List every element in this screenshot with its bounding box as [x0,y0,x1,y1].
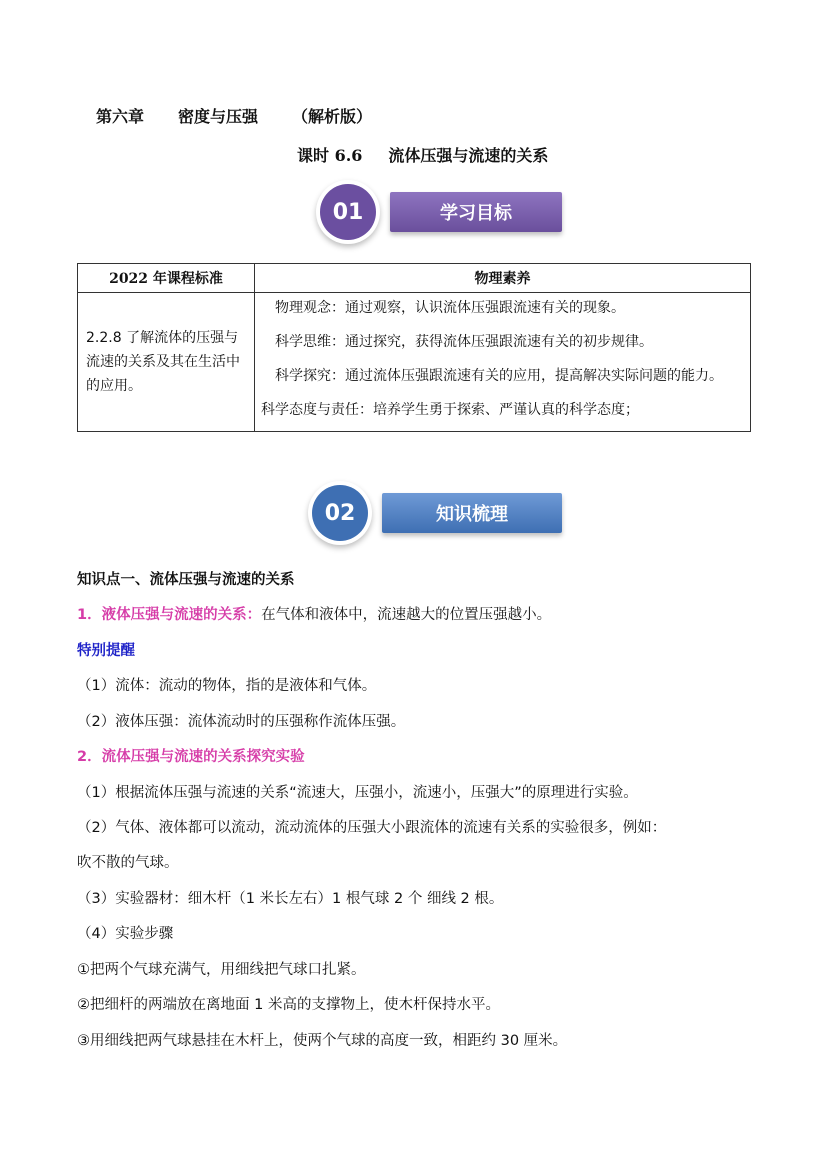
note-title: 特别提醒 [77,643,135,659]
lesson-heading [297,143,548,166]
literacy-item: 物理观念：通过观察，认识流体压强跟流速有关的现象。 [275,300,625,316]
table-header-literacy: 物理素养 [255,264,751,293]
banner-label: 知识梳理 [382,493,562,533]
banner-number: 02 [312,485,368,541]
lesson-title: 流体压强与流速的关系 [388,146,549,165]
section-2-title: 2．流体压强与流速的关系探究实验 [77,749,305,765]
lesson-label: 课时 6.6 [297,146,363,165]
banner-number-circle [316,180,380,244]
step-item: ①把两个气球充满气，用细线把气球口扎紧。 [77,962,366,978]
banner-number: 01 [320,184,376,240]
step-item: ③用细线把两气球悬挂在木杆上，使两个气球的高度一致，相距约 30 厘米。 [77,1033,568,1049]
standard-cell: 2.2.8 了解流体的压强与流速的关系及其在生活中的应用。 [78,293,255,432]
table-header-row [78,264,751,293]
chapter-topic: 密度与压强 [178,107,259,126]
banner-number-circle [308,481,372,545]
banner-label: 学习目标 [390,192,562,232]
step-item: ②把细杆的两端放在离地面 1 米高的支撑物上，使木杆保持水平。 [77,997,500,1013]
chapter-number: 第六章 [96,107,145,126]
note-item: （1）流体：流动的物体，指的是液体和气体。 [77,678,377,694]
table-row [78,293,751,432]
chapter-heading [96,104,372,127]
literacy-item: 科学思维：通过探究，获得流体压强跟流速有关的初步规律。 [275,334,653,350]
standards-table [77,263,751,432]
note-item: （2）液体压强：流体流动时的压强称作流体压强。 [77,714,406,730]
section-1-title: 1．液体压强与流速的关系： [77,607,262,623]
knowledge-point-title: 知识点一、流体压强与流速的关系 [77,572,295,588]
paragraph: （2）气体、液体都可以流动，流动流体的压强大小跟流体的流速有关系的实验很多，例如： [77,820,667,836]
section-1 [77,603,551,624]
paragraph: （4）实验步骤 [77,926,174,942]
literacy-cell [255,293,751,432]
section-1-text: 在气体和液体中，流速越大的位置压强越小。 [261,607,552,623]
table-header-standard: 2022 年课程标准 [78,264,255,293]
literacy-item: 科学探究：通过流体压强跟流速有关的应用，提高解决实际问题的能力。 [275,368,723,384]
literacy-item: 科学态度与责任：培养学生勇于探索、严谨认真的科学态度； [261,402,639,418]
paragraph: （1）根据流体压强与流速的关系“流速大，压强小，流速小，压强大”的原理进行实验。 [77,785,638,801]
paragraph: （3）实验器材：细木杆（1 米长左右）1 根气球 2 个 细线 2 根。 [77,891,504,907]
version-label: （解析版） [292,107,373,126]
paragraph-continued: 吹不散的气球。 [77,855,179,871]
